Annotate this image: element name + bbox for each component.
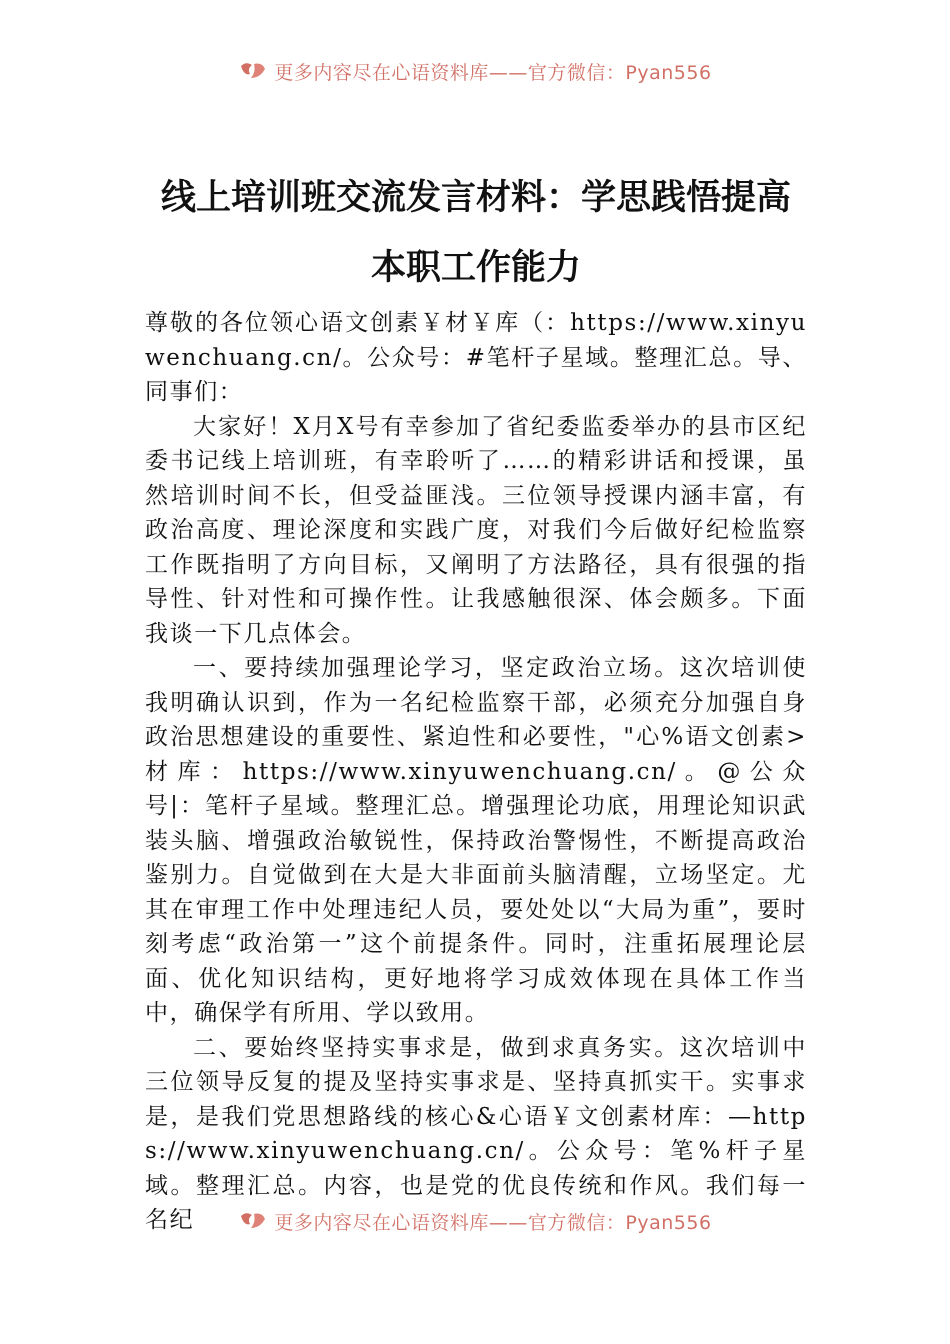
document-body [145, 306, 807, 1238]
brand-logo-icon [238, 60, 268, 82]
watermark-top [0, 56, 950, 86]
document-title-line-2: 本职工作能力 [370, 248, 581, 288]
brand-logo-icon [238, 1210, 268, 1232]
watermark-bottom [0, 1206, 950, 1236]
paragraph-intro: 大家好！X月X号有幸参加了省纪委监委举办的县市区纪委书记线上培训班，有幸聆听了……的精彩讲话和授课，虽然培训时间不长，但受益匪浅。三位领导授课内涵丰富，有政治高度、理论深度和实践广度，对我们今后做好纪检监察工作既指明了方向目标，又阐明了方法路径，具有很强的指导性、针对性和可操作性。让我感触很深、体会颇多。下面我谈一下几点体会。 [145, 413, 807, 647]
watermark-text: 更多内容尽在心语资料库——官方微信：Pyan556 [274, 61, 712, 84]
paragraph-salutation: 尊敬的各位领心语文创素￥材￥库（：https://www.xinyuwenchuang.cn/。公众号：#笔杆子星域。整理汇总。导、同事们： [145, 310, 807, 405]
document-title-line-1: 线上培训班交流发言材料：学思践悟提高 [160, 178, 791, 218]
paragraph-point-1: 一、要持续加强理论学习，坚定政治立场。这次培训使我明确认识到，作为一名纪检监察干部，必须充分加强自身政治思想建设的重要性、紧迫性和必要性，"心%语文创素>材库：https://www.xinyuwenchuang.cn/。@公众号|：笔杆子星域。整理汇总。增强理论功底，用理论知识武装头脑、增强政治敏锐性，保持政治警惕性，不断提高政治鉴别力。自觉做到在大是大非面前头脑清醒，立场坚定。尤其在审理工作中处理违纪人员，要处处以“大局为重”，要时刻考虑“政治第一”这个前提条件。同时，注重拓展理论层面、优化知识结构，更好地将学习成效体现在具体工作当中，确保学有所用、学以致用。 [145, 655, 807, 1026]
paragraph-point-2: 二、要始终坚持实事求是，做到求真务实。这次培训中三位领导反复的提及坚持实事求是、坚持真抓实干。实事求是，是我们党思想路线的核心&心语￥文创素材库：—https://www.xinyuwenchuang.cn/。公众号：笔%杆子星域。整理汇总。内容，也是党的优良传统和作风。我们每一名纪 [145, 1034, 807, 1233]
watermark-text: 更多内容尽在心语资料库——官方微信：Pyan556 [274, 1211, 712, 1234]
